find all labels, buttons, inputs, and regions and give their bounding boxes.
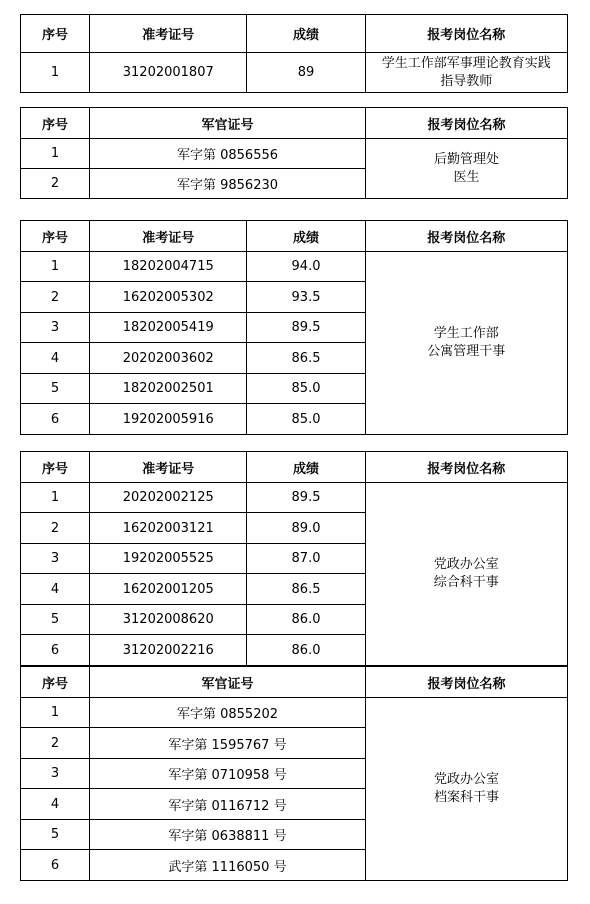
results-table-4 bbox=[20, 451, 568, 666]
cell-index: 1 bbox=[21, 252, 90, 282]
cell-index: 2 bbox=[21, 513, 90, 544]
results-table-1 bbox=[20, 14, 568, 93]
cell-index: 3 bbox=[21, 759, 90, 789]
cell-exam-no: 19202005525 bbox=[90, 544, 247, 574]
cell-index: 5 bbox=[21, 820, 90, 850]
cell-score: 85.0 bbox=[247, 374, 365, 404]
table-header-row bbox=[21, 221, 568, 252]
post-line: 综合科干事 bbox=[433, 575, 499, 590]
cell-score: 86.0 bbox=[247, 635, 365, 666]
table-header-row bbox=[21, 667, 568, 698]
cell-officer-no: 军字第 0856556 bbox=[90, 139, 366, 169]
cell-post bbox=[365, 252, 567, 435]
cell-index: 1 bbox=[21, 698, 90, 728]
cell-post bbox=[365, 483, 567, 666]
table-header-row bbox=[21, 452, 568, 483]
cell-exam-no: 31202008620 bbox=[90, 605, 247, 635]
cell-score: 86.5 bbox=[247, 574, 365, 605]
cell-index: 1 bbox=[21, 483, 90, 513]
cell-score: 85.0 bbox=[247, 404, 365, 435]
cell-exam-no: 16202003121 bbox=[90, 513, 247, 544]
header-index: 序号 bbox=[21, 108, 90, 139]
cell-index: 2 bbox=[21, 728, 90, 759]
post-line: 党政办公室 bbox=[433, 772, 499, 787]
cell-index: 6 bbox=[21, 850, 90, 881]
header-exam-no: 准考证号 bbox=[90, 221, 247, 252]
cell-exam-no: 31202002216 bbox=[90, 635, 247, 666]
cell-exam-no: 20202002125 bbox=[90, 483, 247, 513]
cell-index: 1 bbox=[21, 139, 90, 169]
cell-exam-no: 31202001807 bbox=[90, 53, 247, 93]
cell-index: 6 bbox=[21, 635, 90, 666]
cell-exam-no: 16202001205 bbox=[90, 574, 247, 605]
header-post: 报考岗位名称 bbox=[365, 221, 567, 252]
header-officer-no: 军官证号 bbox=[90, 108, 366, 139]
cell-score: 86.0 bbox=[247, 605, 365, 635]
header-post: 报考岗位名称 bbox=[366, 108, 568, 139]
officer-table-2 bbox=[20, 107, 568, 199]
cell-index: 4 bbox=[21, 343, 90, 374]
cell-index: 2 bbox=[21, 282, 90, 313]
results-table-3 bbox=[20, 220, 568, 435]
table-row bbox=[21, 53, 568, 93]
cell-post bbox=[366, 139, 568, 199]
table-row bbox=[21, 698, 568, 728]
header-post: 报考岗位名称 bbox=[366, 667, 568, 698]
post-line: 学生工作部 bbox=[433, 326, 499, 341]
cell-score: 89 bbox=[247, 53, 365, 93]
cell-officer-no: 军字第 0638811 号 bbox=[90, 820, 366, 850]
cell-index: 1 bbox=[21, 53, 90, 93]
cell-score: 89.0 bbox=[247, 513, 365, 544]
cell-post bbox=[365, 53, 567, 93]
header-index: 序号 bbox=[21, 15, 90, 53]
cell-index: 4 bbox=[21, 789, 90, 820]
table-row bbox=[21, 252, 568, 282]
table-row bbox=[21, 483, 568, 513]
post-line: 公寓管理干事 bbox=[427, 344, 506, 359]
post-line: 指导教师 bbox=[440, 73, 493, 89]
cell-exam-no: 18202002501 bbox=[90, 374, 247, 404]
cell-officer-no: 军字第 1595767 号 bbox=[90, 728, 366, 759]
cell-exam-no: 20202003602 bbox=[90, 343, 247, 374]
header-post: 报考岗位名称 bbox=[365, 452, 567, 483]
officer-table-5 bbox=[20, 666, 568, 881]
cell-score: 94.0 bbox=[247, 252, 365, 282]
table-header-row bbox=[21, 108, 568, 139]
cell-officer-no: 军字第 9856230 bbox=[90, 169, 366, 199]
cell-exam-no: 16202005302 bbox=[90, 282, 247, 313]
cell-score: 86.5 bbox=[247, 343, 365, 374]
cell-index: 6 bbox=[21, 404, 90, 435]
header-officer-no: 军官证号 bbox=[90, 667, 366, 698]
post-line: 党政办公室 bbox=[433, 557, 499, 572]
post-line: 档案科干事 bbox=[433, 790, 499, 805]
post-line: 医生 bbox=[453, 169, 480, 185]
header-exam-no: 准考证号 bbox=[90, 452, 247, 483]
cell-index: 3 bbox=[21, 544, 90, 574]
cell-index: 5 bbox=[21, 374, 90, 404]
post-line: 后勤管理处 bbox=[433, 151, 499, 167]
post-line: 学生工作部军事理论教育实践 bbox=[381, 55, 551, 71]
header-score: 成绩 bbox=[247, 15, 365, 53]
cell-exam-no: 18202005419 bbox=[90, 313, 247, 343]
cell-score: 87.0 bbox=[247, 544, 365, 574]
cell-index: 3 bbox=[21, 313, 90, 343]
cell-score: 93.5 bbox=[247, 282, 365, 313]
header-index: 序号 bbox=[21, 452, 90, 483]
cell-index: 4 bbox=[21, 574, 90, 605]
header-index: 序号 bbox=[21, 221, 90, 252]
table-row bbox=[21, 139, 568, 169]
cell-post bbox=[366, 698, 568, 881]
cell-index: 2 bbox=[21, 169, 90, 199]
cell-officer-no: 武字第 1116050 号 bbox=[90, 850, 366, 881]
cell-officer-no: 军字第 0855202 bbox=[90, 698, 366, 728]
header-score: 成绩 bbox=[247, 221, 365, 252]
cell-index: 5 bbox=[21, 605, 90, 635]
table-header-row bbox=[21, 15, 568, 53]
cell-officer-no: 军字第 0710958 号 bbox=[90, 759, 366, 789]
cell-officer-no: 军字第 0116712 号 bbox=[90, 789, 366, 820]
header-exam-no: 准考证号 bbox=[90, 15, 247, 53]
header-post: 报考岗位名称 bbox=[365, 15, 567, 53]
cell-score: 89.5 bbox=[247, 313, 365, 343]
cell-exam-no: 19202005916 bbox=[90, 404, 247, 435]
cell-exam-no: 18202004715 bbox=[90, 252, 247, 282]
cell-score: 89.5 bbox=[247, 483, 365, 513]
header-index: 序号 bbox=[21, 667, 90, 698]
header-score: 成绩 bbox=[247, 452, 365, 483]
